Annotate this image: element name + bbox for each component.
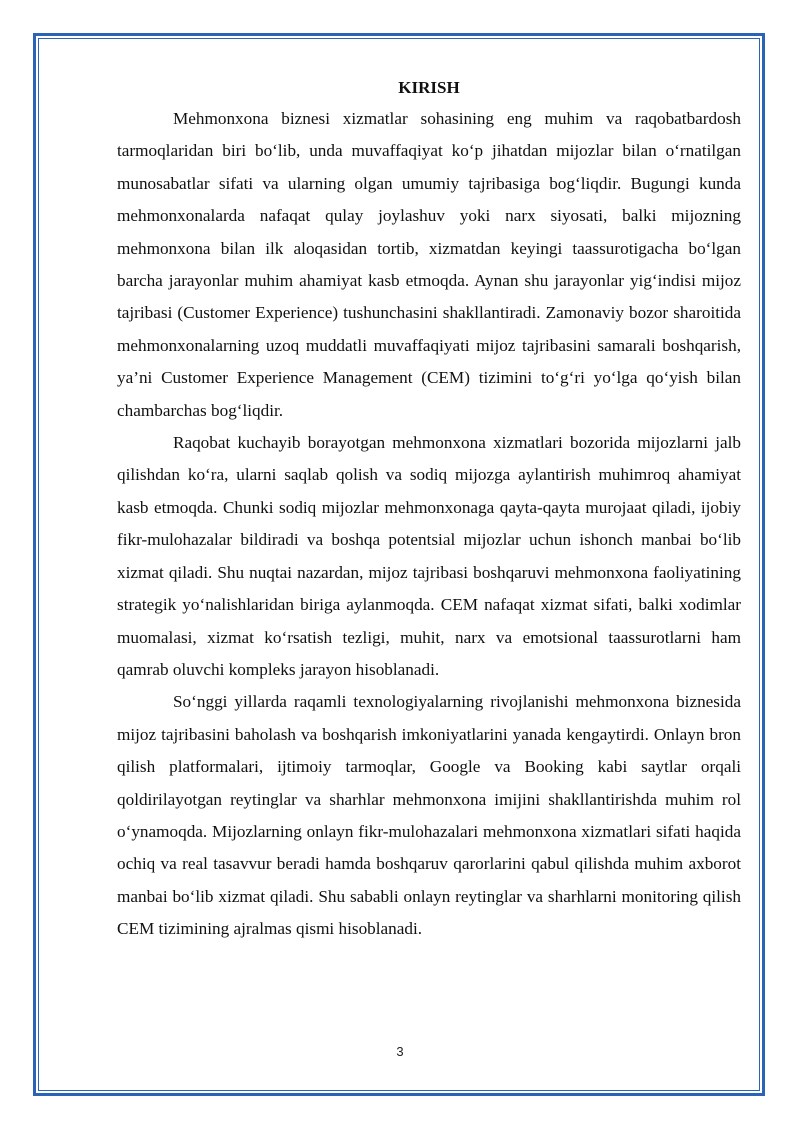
section-heading: KIRISH <box>398 78 460 97</box>
paragraph-2: Raqobat kuchayib borayotgan mehmonxona xizmatlari bozorida mijozlarni jalb qilishdan ko‘ra, ularni saqlab qolish va sodiq mijozga aylantirish muhimroq ahamiyat kasb etmoqda. Chunki sodiq mijozlar mehmonxonaga qayta-qayta murojaat qiladi, ijobiy fikr-mulohazalar bildiradi va boshqa potentsial mijozlar uchun ishonch manbai bo‘lib xizmat qiladi. Shu nuqtai nazardan, mijoz tajribasi boshqaruvi mehmonxona faoliyatining strategik yo‘nalishlaridan biriga aylanmoqda. CEM nafaqat xizmat sifati, balki xodimlar muomalasi, xizmat ko‘rsatish tezligi, muhit, narx va emotsional taassurotlarni ham qamrab oluvchi kompleks jarayon hisoblanadi. <box>117 433 741 679</box>
paragraph-1: Mehmonxona biznesi xizmatlar sohasining eng muhim va raqobatbardosh tarmoqlaridan biri bo‘lib, unda muvaffaqiyat ko‘p jihatdan mijozlar bilan o‘rnatilgan munosabatlar sifati va ularning olgan umumiy tajribasiga bog‘liqdir. Bugungi kunda mehmonxonalarda nafaqat qulay joylashuv yoki narx siyosati, balki mijozning mehmonxona bilan ilk aloqasidan tortib, xizmatdan keyingi taassurotigacha bo‘lgan barcha jarayonlar muhim ahamiyat kasb etmoqda. Aynan shu jarayonlar yig‘indisi mijoz tajribasi (Customer Experience) tushunchasini shakllantiradi. Zamonaviy bozor sharoitida mehmonxonalarning uzoq muddatli muvaffaqiyati mijoz tajribasini samarali boshqarish, ya’ni Customer Experience Management (CEM) tizimini to‘g‘ri yo‘lga qo‘yish bilan chambarchas bog‘liqdir. <box>117 109 741 420</box>
paragraph-3: So‘nggi yillarda raqamli texnologiyalarning rivojlanishi mehmonxona biznesida mijoz tajribasini baholash va boshqarish imkoniyatlarini yanada kengaytirdi. Onlayn bron qilish platformalari, ijtimoiy tarmoqlar, Google va Booking kabi saytlar orqali qoldirilayotgan reytinglar va sharhlar mehmonxona imijini shakllantirishda muhim rol o‘ynamoqda. Mijozlarning onlayn fikr-mulohazalari mehmonxona xizmatlari sifati haqida ochiq va real tasavvur beradi hamda boshqaruv qarorlarini qabul qilishda muhim axborot manbai bo‘lib xizmat qiladi. Shu sababli onlayn reytinglar va sharhlarni monitoring qilish CEM tizimining ajralmas qismi hisoblanadi. <box>117 692 741 939</box>
document-body <box>117 72 741 946</box>
page-number: 3 <box>396 1044 404 1059</box>
